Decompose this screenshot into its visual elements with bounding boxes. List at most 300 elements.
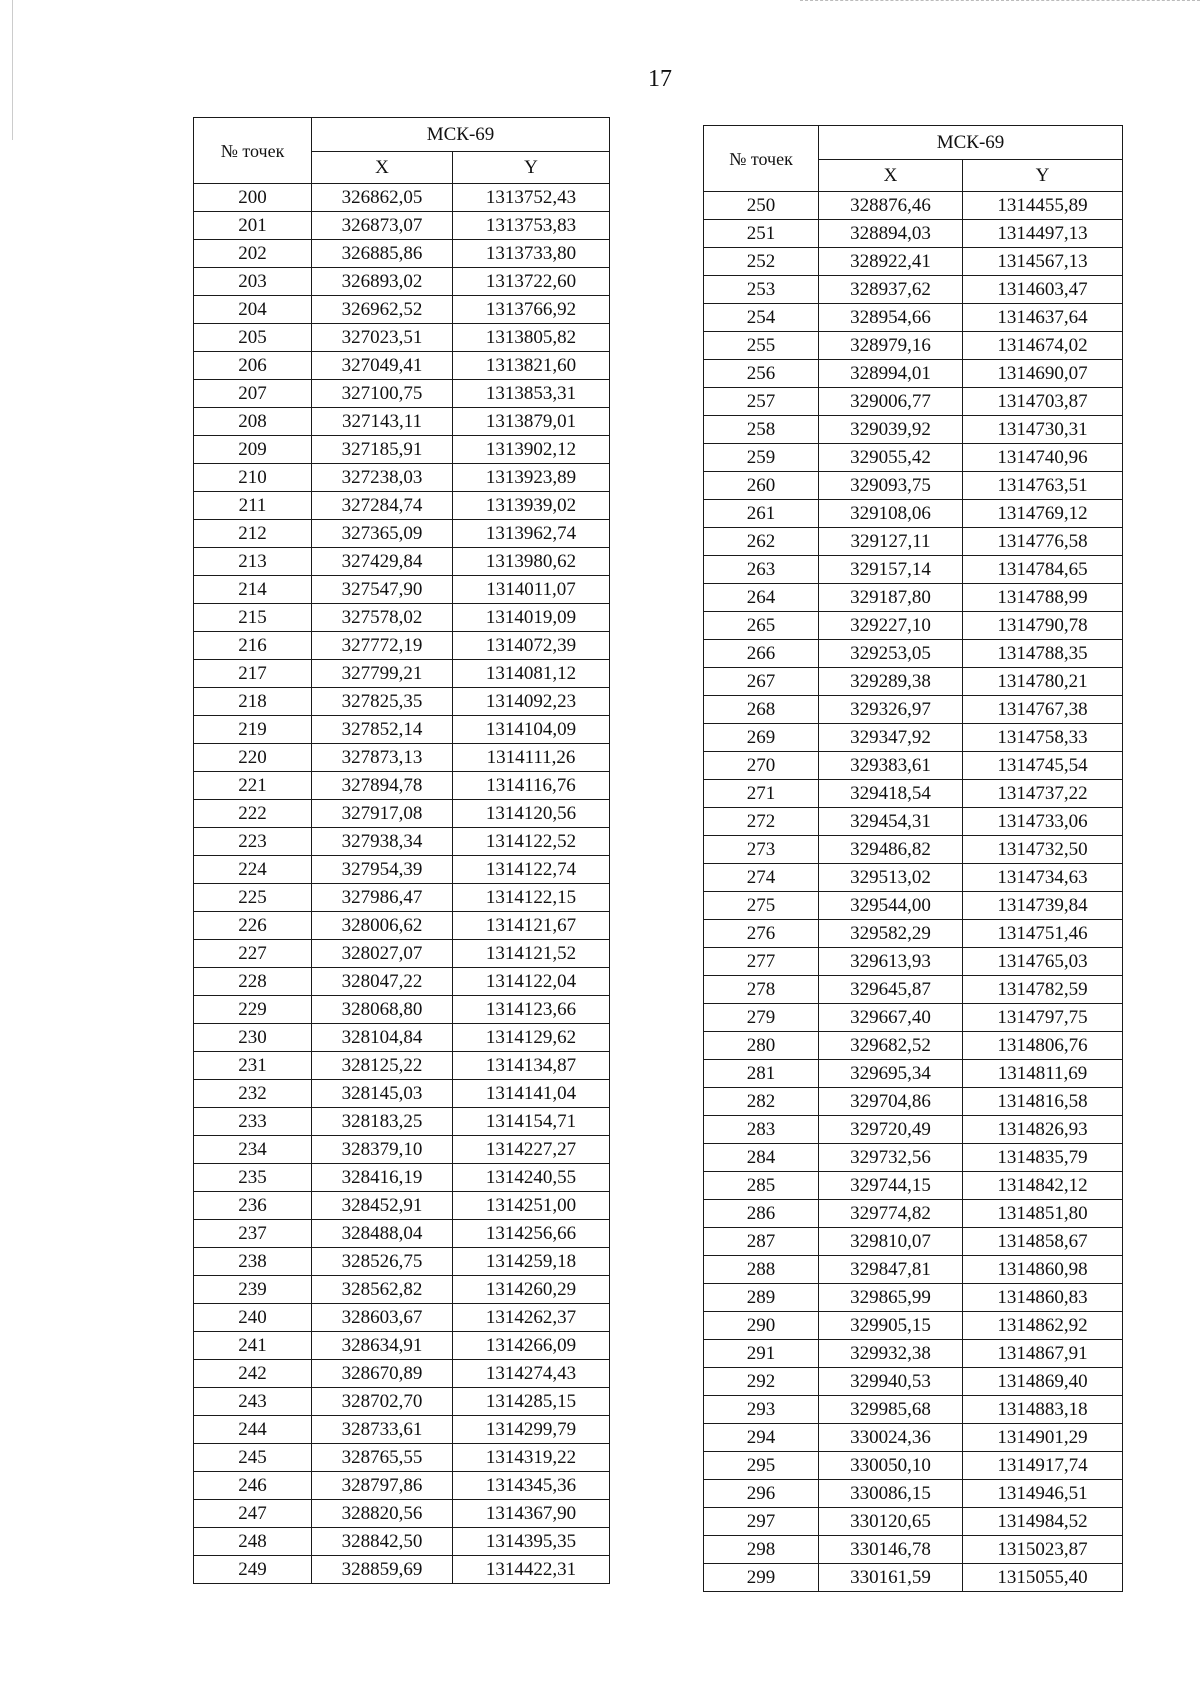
table-row [194,1360,610,1388]
table-row [704,1396,1123,1424]
y-coordinate-cell: 1314227,27 [453,1136,610,1164]
y-coordinate-cell: 1314763,51 [963,472,1123,500]
y-coordinate-cell: 1314734,63 [963,864,1123,892]
table-row [194,1192,610,1220]
x-coordinate-cell: 327429,84 [312,548,453,576]
x-coordinate-cell: 329544,00 [819,892,963,920]
x-coordinate-cell: 328634,91 [312,1332,453,1360]
y-coordinate-cell: 1314745,54 [963,752,1123,780]
x-coordinate-cell: 329187,80 [819,584,963,612]
y-coordinate-cell: 1314758,33 [963,724,1123,752]
y-coordinate-cell: 1315023,87 [963,1536,1123,1564]
point-number-cell: 240 [194,1304,312,1332]
point-number-cell: 209 [194,436,312,464]
table-row [704,808,1123,836]
point-number-cell: 261 [704,500,819,528]
y-coordinate-cell: 1314072,39 [453,632,610,660]
y-coordinate-cell: 1314081,12 [453,660,610,688]
x-coordinate-cell: 329774,82 [819,1200,963,1228]
point-number-cell: 242 [194,1360,312,1388]
x-coordinate-cell: 328452,91 [312,1192,453,1220]
point-number-cell: 230 [194,1024,312,1052]
y-coordinate-cell: 1314739,84 [963,892,1123,920]
y-coordinate-cell: 1314240,55 [453,1164,610,1192]
x-coordinate-cell: 327799,21 [312,660,453,688]
y-coordinate-cell: 1314788,35 [963,640,1123,668]
point-number-cell: 294 [704,1424,819,1452]
point-number-cell: 277 [704,948,819,976]
y-coordinate-cell: 1314567,13 [963,248,1123,276]
point-number-cell: 216 [194,632,312,660]
x-coordinate-cell: 328922,41 [819,248,963,276]
x-coordinate-cell: 326862,05 [312,184,453,212]
point-number-cell: 259 [704,444,819,472]
point-number-cell: 296 [704,1480,819,1508]
table-row [704,948,1123,976]
y-coordinate-cell: 1314811,69 [963,1060,1123,1088]
point-number-cell: 271 [704,780,819,808]
point-number-cell: 249 [194,1556,312,1584]
y-coordinate-cell: 1314782,59 [963,976,1123,1004]
table-row [704,640,1123,668]
x-coordinate-cell: 329326,97 [819,696,963,724]
x-coordinate-cell: 329227,10 [819,612,963,640]
y-coordinate-cell: 1313753,83 [453,212,610,240]
table-row [194,940,610,968]
x-coordinate-cell: 329006,77 [819,388,963,416]
x-coordinate-cell: 328027,07 [312,940,453,968]
y-coordinate-cell: 1314788,99 [963,584,1123,612]
table-row [194,1080,610,1108]
table-row [194,744,610,772]
table-row [704,528,1123,556]
point-number-cell: 255 [704,332,819,360]
x-coordinate-cell: 328125,22 [312,1052,453,1080]
point-number-cell: 280 [704,1032,819,1060]
y-coordinate-cell: 1314121,52 [453,940,610,968]
y-coordinate-cell: 1314860,98 [963,1256,1123,1284]
x-coordinate-cell: 329093,75 [819,472,963,500]
x-coordinate-cell: 329720,49 [819,1116,963,1144]
y-coordinate-cell: 1314740,96 [963,444,1123,472]
x-coordinate-cell: 329454,31 [819,808,963,836]
y-coordinate-cell: 1314765,03 [963,948,1123,976]
table-row [194,268,610,296]
table-row [704,1032,1123,1060]
point-number-cell: 281 [704,1060,819,1088]
point-number-cell: 213 [194,548,312,576]
point-number-cell: 227 [194,940,312,968]
x-coordinate-cell: 329865,99 [819,1284,963,1312]
point-number-cell: 295 [704,1452,819,1480]
y-coordinate-cell: 1314790,78 [963,612,1123,640]
point-number-cell: 208 [194,408,312,436]
x-coordinate-cell: 328488,04 [312,1220,453,1248]
x-coordinate-cell: 327547,90 [312,576,453,604]
y-coordinate-cell: 1314797,75 [963,1004,1123,1032]
point-number-cell: 269 [704,724,819,752]
point-number-cell: 270 [704,752,819,780]
point-number-cell: 267 [704,668,819,696]
table-row [194,352,610,380]
table-row [704,892,1123,920]
point-number-cell: 200 [194,184,312,212]
x-coordinate-cell: 329108,06 [819,500,963,528]
x-coordinate-cell: 330024,36 [819,1424,963,1452]
x-coordinate-cell: 329289,38 [819,668,963,696]
table-row [704,1200,1123,1228]
y-coordinate-cell: 1314737,22 [963,780,1123,808]
table-row [194,1052,610,1080]
table-row [194,296,610,324]
x-coordinate-cell: 327917,08 [312,800,453,828]
point-number-cell: 273 [704,836,819,864]
table-row [194,492,610,520]
y-coordinate-cell: 1314497,13 [963,220,1123,248]
table-row [704,1368,1123,1396]
table-row [194,240,610,268]
table-row [194,184,610,212]
point-number-cell: 247 [194,1500,312,1528]
table-row [194,632,610,660]
point-number-cell: 299 [704,1564,819,1592]
y-coordinate-cell: 1314835,79 [963,1144,1123,1172]
table-row [704,724,1123,752]
y-coordinate-cell: 1314134,87 [453,1052,610,1080]
table-row [194,884,610,912]
table-row [194,688,610,716]
y-coordinate-cell: 1313752,43 [453,184,610,212]
point-number-cell: 244 [194,1416,312,1444]
y-coordinate-cell: 1314251,00 [453,1192,610,1220]
x-coordinate-cell: 328859,69 [312,1556,453,1584]
header-y: Y [453,152,610,184]
x-coordinate-cell: 329127,11 [819,528,963,556]
point-number-cell: 290 [704,1312,819,1340]
y-coordinate-cell: 1314122,74 [453,856,610,884]
table-row [194,1248,610,1276]
y-coordinate-cell: 1314867,91 [963,1340,1123,1368]
y-coordinate-cell: 1314776,58 [963,528,1123,556]
y-coordinate-cell: 1314637,64 [963,304,1123,332]
table-row [194,1416,610,1444]
table-row [194,1528,610,1556]
x-coordinate-cell: 329732,56 [819,1144,963,1172]
table-row [194,1556,610,1584]
point-number-cell: 238 [194,1248,312,1276]
x-coordinate-cell: 328047,22 [312,968,453,996]
y-coordinate-cell: 1314123,66 [453,996,610,1024]
x-coordinate-cell: 327365,09 [312,520,453,548]
y-coordinate-cell: 1314690,07 [963,360,1123,388]
table-row [704,1312,1123,1340]
table-row [194,380,610,408]
x-coordinate-cell: 329347,92 [819,724,963,752]
point-number-cell: 272 [704,808,819,836]
point-number-cell: 275 [704,892,819,920]
point-number-cell: 235 [194,1164,312,1192]
point-number-cell: 298 [704,1536,819,1564]
y-coordinate-cell: 1314345,36 [453,1472,610,1500]
header-coordinate-system: МСК-69 [312,118,610,152]
x-coordinate-cell: 326873,07 [312,212,453,240]
table-row [704,304,1123,332]
x-coordinate-cell: 327772,19 [312,632,453,660]
point-number-cell: 206 [194,352,312,380]
y-coordinate-cell: 1314851,80 [963,1200,1123,1228]
x-coordinate-cell: 327284,74 [312,492,453,520]
point-number-cell: 274 [704,864,819,892]
table-row [704,1116,1123,1144]
y-coordinate-cell: 1314806,76 [963,1032,1123,1060]
x-coordinate-cell: 329744,15 [819,1172,963,1200]
x-coordinate-cell: 330146,78 [819,1536,963,1564]
point-number-cell: 205 [194,324,312,352]
x-coordinate-cell: 327852,14 [312,716,453,744]
point-number-cell: 260 [704,472,819,500]
point-number-cell: 207 [194,380,312,408]
page-number: 17 [648,66,672,92]
x-coordinate-cell: 327986,47 [312,884,453,912]
point-number-cell: 252 [704,248,819,276]
table-row [704,1480,1123,1508]
point-number-cell: 201 [194,212,312,240]
header-point-number: № точек [194,118,312,184]
table-row [704,920,1123,948]
y-coordinate-cell: 1314869,40 [963,1368,1123,1396]
y-coordinate-cell: 1314730,31 [963,416,1123,444]
x-coordinate-cell: 328937,62 [819,276,963,304]
point-number-cell: 256 [704,360,819,388]
point-number-cell: 286 [704,1200,819,1228]
point-number-cell: 231 [194,1052,312,1080]
table-row [194,1444,610,1472]
table-row [194,1304,610,1332]
y-coordinate-cell: 1313902,12 [453,436,610,464]
x-coordinate-cell: 328820,56 [312,1500,453,1528]
table-row [704,1564,1123,1592]
y-coordinate-cell: 1314011,07 [453,576,610,604]
x-coordinate-cell: 328979,16 [819,332,963,360]
x-coordinate-cell: 328994,01 [819,360,963,388]
y-coordinate-cell: 1314901,29 [963,1424,1123,1452]
x-coordinate-cell: 328379,10 [312,1136,453,1164]
point-number-cell: 202 [194,240,312,268]
y-coordinate-cell: 1314984,52 [963,1508,1123,1536]
point-number-cell: 239 [194,1276,312,1304]
point-number-cell: 288 [704,1256,819,1284]
point-number-cell: 220 [194,744,312,772]
x-coordinate-cell: 327185,91 [312,436,453,464]
y-coordinate-cell: 1314274,43 [453,1360,610,1388]
point-number-cell: 237 [194,1220,312,1248]
table-row [704,248,1123,276]
y-coordinate-cell: 1314780,21 [963,668,1123,696]
y-coordinate-cell: 1313939,02 [453,492,610,520]
x-coordinate-cell: 329253,05 [819,640,963,668]
y-coordinate-cell: 1314816,58 [963,1088,1123,1116]
table-row [704,556,1123,584]
table-row [704,1536,1123,1564]
y-coordinate-cell: 1314674,02 [963,332,1123,360]
point-number-cell: 279 [704,1004,819,1032]
x-coordinate-cell: 328603,67 [312,1304,453,1332]
y-coordinate-cell: 1314122,52 [453,828,610,856]
table-row [704,1508,1123,1536]
y-coordinate-cell: 1313879,01 [453,408,610,436]
y-coordinate-cell: 1314751,46 [963,920,1123,948]
y-coordinate-cell: 1314422,31 [453,1556,610,1584]
table-row [194,1500,610,1528]
y-coordinate-cell: 1313980,62 [453,548,610,576]
x-coordinate-cell: 329039,92 [819,416,963,444]
x-coordinate-cell: 329682,52 [819,1032,963,1060]
point-number-cell: 243 [194,1388,312,1416]
table-row [704,472,1123,500]
table-row [704,1340,1123,1368]
table-row [194,1276,610,1304]
table-row [704,276,1123,304]
point-number-cell: 285 [704,1172,819,1200]
header-x: X [312,152,453,184]
x-coordinate-cell: 328145,03 [312,1080,453,1108]
point-number-cell: 291 [704,1340,819,1368]
point-number-cell: 266 [704,640,819,668]
point-number-cell: 278 [704,976,819,1004]
y-coordinate-cell: 1313733,80 [453,240,610,268]
x-coordinate-cell: 327238,03 [312,464,453,492]
table-row [194,212,610,240]
x-coordinate-cell: 329704,86 [819,1088,963,1116]
table-row [704,780,1123,808]
table-row [194,1388,610,1416]
point-number-cell: 292 [704,1368,819,1396]
table-row [194,1472,610,1500]
y-coordinate-cell: 1313766,92 [453,296,610,324]
y-coordinate-cell: 1314455,89 [963,192,1123,220]
x-coordinate-cell: 329486,82 [819,836,963,864]
point-number-cell: 297 [704,1508,819,1536]
y-coordinate-cell: 1314862,92 [963,1312,1123,1340]
x-coordinate-cell: 328876,46 [819,192,963,220]
x-coordinate-cell: 326885,86 [312,240,453,268]
point-number-cell: 224 [194,856,312,884]
table-row [704,1424,1123,1452]
point-number-cell: 253 [704,276,819,304]
x-coordinate-cell: 328894,03 [819,220,963,248]
point-number-cell: 250 [704,192,819,220]
table-row [194,828,610,856]
point-number-cell: 222 [194,800,312,828]
table-row [194,576,610,604]
x-coordinate-cell: 329932,38 [819,1340,963,1368]
table-row [194,772,610,800]
point-number-cell: 265 [704,612,819,640]
x-coordinate-cell: 327873,13 [312,744,453,772]
point-number-cell: 225 [194,884,312,912]
point-number-cell: 246 [194,1472,312,1500]
point-number-cell: 229 [194,996,312,1024]
x-coordinate-cell: 328183,25 [312,1108,453,1136]
y-coordinate-cell: 1314285,15 [453,1388,610,1416]
point-number-cell: 236 [194,1192,312,1220]
table-row [194,800,610,828]
table-row [704,1452,1123,1480]
x-coordinate-cell: 329810,07 [819,1228,963,1256]
y-coordinate-cell: 1313923,89 [453,464,610,492]
point-number-cell: 217 [194,660,312,688]
table-row [704,584,1123,612]
x-coordinate-cell: 330050,10 [819,1452,963,1480]
x-coordinate-cell: 326893,02 [312,268,453,296]
point-number-cell: 228 [194,968,312,996]
table-row [194,604,610,632]
table-row [194,464,610,492]
y-coordinate-cell: 1314111,26 [453,744,610,772]
point-number-cell: 233 [194,1108,312,1136]
y-coordinate-cell: 1314769,12 [963,500,1123,528]
y-coordinate-cell: 1314917,74 [963,1452,1123,1480]
x-coordinate-cell: 329645,87 [819,976,963,1004]
x-coordinate-cell: 329157,14 [819,556,963,584]
x-coordinate-cell: 330161,59 [819,1564,963,1592]
table-row [704,612,1123,640]
table-row [194,436,610,464]
table-row [704,220,1123,248]
y-coordinate-cell: 1314767,38 [963,696,1123,724]
y-coordinate-cell: 1314116,76 [453,772,610,800]
table-row [704,500,1123,528]
point-number-cell: 287 [704,1228,819,1256]
x-coordinate-cell: 328842,50 [312,1528,453,1556]
point-number-cell: 226 [194,912,312,940]
y-coordinate-cell: 1314603,47 [963,276,1123,304]
y-coordinate-cell: 1314259,18 [453,1248,610,1276]
y-coordinate-cell: 1314883,18 [963,1396,1123,1424]
table-row [704,976,1123,1004]
y-coordinate-cell: 1314732,50 [963,836,1123,864]
table-row [704,696,1123,724]
table-row [194,1024,610,1052]
x-coordinate-cell: 329582,29 [819,920,963,948]
point-number-cell: 211 [194,492,312,520]
y-coordinate-cell: 1314858,67 [963,1228,1123,1256]
table-row [704,360,1123,388]
point-number-cell: 262 [704,528,819,556]
coordinates-table-right [703,125,1123,1592]
y-coordinate-cell: 1313853,31 [453,380,610,408]
x-coordinate-cell: 328104,84 [312,1024,453,1052]
point-number-cell: 214 [194,576,312,604]
y-coordinate-cell: 1314784,65 [963,556,1123,584]
y-coordinate-cell: 1314260,29 [453,1276,610,1304]
table-row [194,716,610,744]
y-coordinate-cell: 1314019,09 [453,604,610,632]
point-number-cell: 232 [194,1080,312,1108]
y-coordinate-cell: 1314122,15 [453,884,610,912]
table-row [194,408,610,436]
table-row [194,520,610,548]
header-point-number: № точек [704,126,819,192]
point-number-cell: 289 [704,1284,819,1312]
x-coordinate-cell: 329940,53 [819,1368,963,1396]
table-row [704,444,1123,472]
x-coordinate-cell: 329847,81 [819,1256,963,1284]
point-number-cell: 210 [194,464,312,492]
x-coordinate-cell: 328797,86 [312,1472,453,1500]
y-coordinate-cell: 1314367,90 [453,1500,610,1528]
y-coordinate-cell: 1313805,82 [453,324,610,352]
